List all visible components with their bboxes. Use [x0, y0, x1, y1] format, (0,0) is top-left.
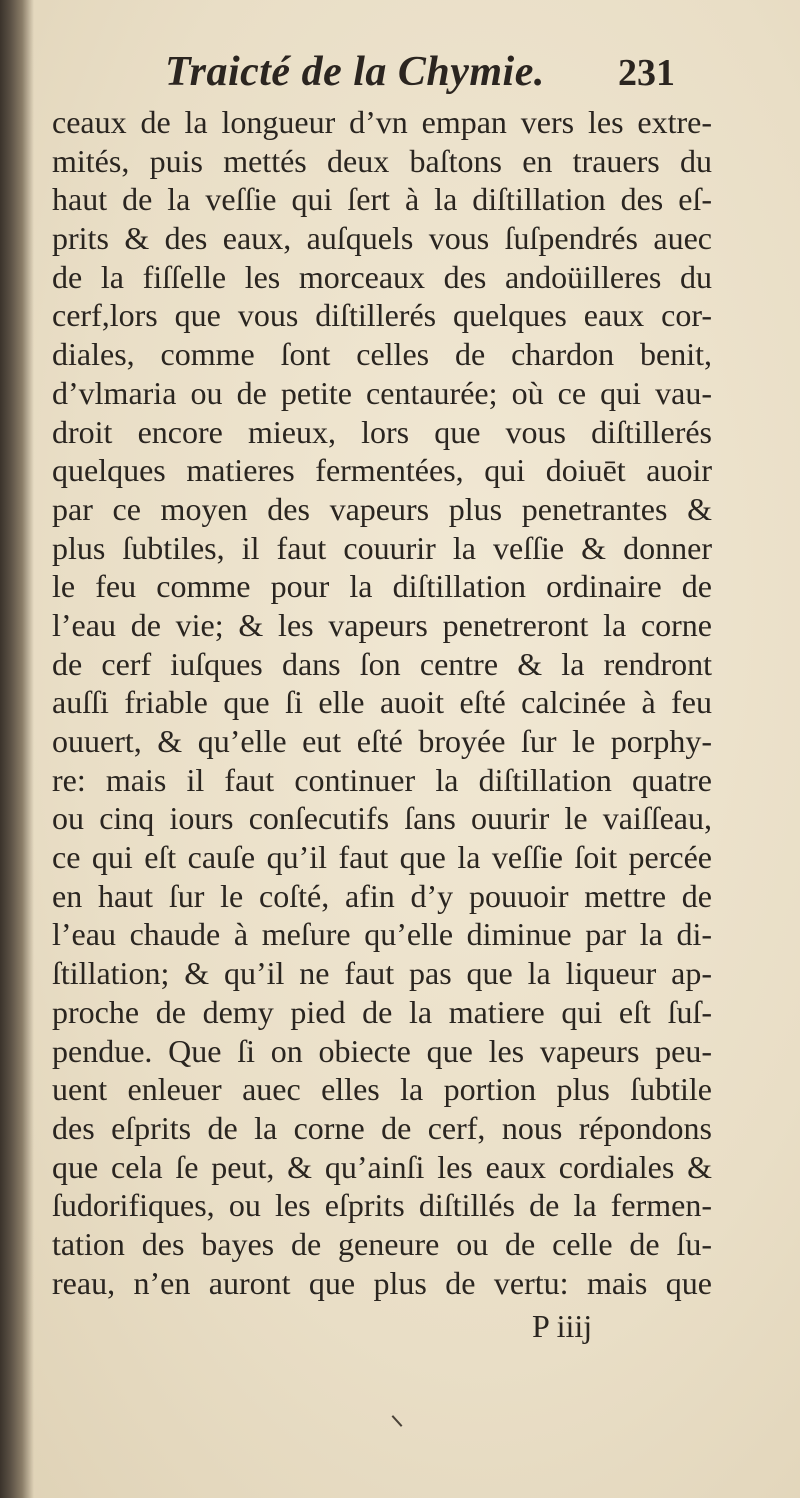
- text-line: diales, comme ſont celles de chardon benit,: [52, 336, 712, 373]
- text-line: de cerf iuſques dans ſon centre & la rendront: [52, 645, 712, 682]
- text-line: cerf,lors que vous diſtillerés quelques eaux cor-: [52, 297, 712, 334]
- text-line: droit encore mieux, lors que vous diſtillerés: [52, 413, 712, 450]
- text-line: reau, n’en auront que plus de vertu: mais que: [52, 1264, 712, 1301]
- text-line: ou cinq iours conſecutifs ſans ouurir le vaiſſeau,: [52, 800, 712, 837]
- text-line: haut de la veſſie qui ſert à la diſtillation des eſ-: [52, 181, 712, 218]
- text-line: de la fiſſelle les morceaux des andoüilleres du: [52, 258, 712, 295]
- text-line: par ce moyen des vapeurs plus penetrantes &: [52, 490, 712, 527]
- text-line: proche de demy pied de la matiere qui eſt ſuſ-: [52, 993, 712, 1030]
- text-line: l’eau de vie; & les vapeurs penetreront la corne: [52, 606, 712, 643]
- text-line: tation des bayes de geneure ou de celle de ſu-: [52, 1225, 712, 1262]
- text-line: ſudorifiques, ou les eſprits diſtillés de la fermen-: [52, 1187, 712, 1224]
- text-line: plus ſubtiles, il faut couurir la veſſie & donner: [52, 529, 712, 566]
- text-line: en haut ſur le coſté, afin d’y pouuoir mettre de: [52, 877, 712, 914]
- ink-mark: [392, 1415, 403, 1427]
- body-text: [52, 103, 712, 1302]
- text-line: ce qui eſt cauſe qu’il faut que la veſſie ſoit percée: [52, 839, 712, 876]
- page-header: [0, 40, 800, 100]
- text-line: l’eau chaude à meſure qu’elle diminue par la di-: [52, 916, 712, 953]
- text-line: le feu comme pour la diſtillation ordinaire de: [52, 568, 712, 605]
- book-binding-shadow: [0, 0, 34, 1498]
- text-line: prits & des eaux, auſquels vous ſuſpendrés auec: [52, 220, 712, 257]
- text-line: que cela ſe peut, & qu’ainſi les eaux cordiales &: [52, 1148, 712, 1185]
- text-line: ſtillation; & qu’il ne faut pas que la liqueur ap-: [52, 955, 712, 992]
- signature-mark: P iiij: [532, 1308, 593, 1344]
- text-line: des eſprits de la corne de cerf, nous répondons: [52, 1109, 712, 1146]
- page-number: 231: [618, 52, 675, 94]
- text-line: uent enleuer auec elles la portion plus ſubtile: [52, 1071, 712, 1108]
- text-line: quelques matieres fermentées, qui doiuēt auoir: [52, 452, 712, 489]
- text-line: auſſi friable que ſi elle auoit eſté calcinée à feu: [52, 684, 712, 721]
- text-line: mités, puis mettés deux baſtons en trauers du: [52, 142, 712, 179]
- text-line: d’vlmaria ou de petite centaurée; où ce qui vau-: [52, 374, 712, 411]
- text-line: ceaux de la longueur d’vn empan vers les extre-: [52, 104, 712, 140]
- text-line: re: mais il faut continuer la diſtillation quatre: [52, 761, 712, 798]
- text-line: ouuert, & qu’elle eut eſté broyée ſur le porphy-: [52, 723, 712, 759]
- text-line: pendue. Que ſi on obiecte que les vapeurs peu-: [52, 1032, 712, 1069]
- running-title: Traicté de la Chymie.: [165, 49, 545, 95]
